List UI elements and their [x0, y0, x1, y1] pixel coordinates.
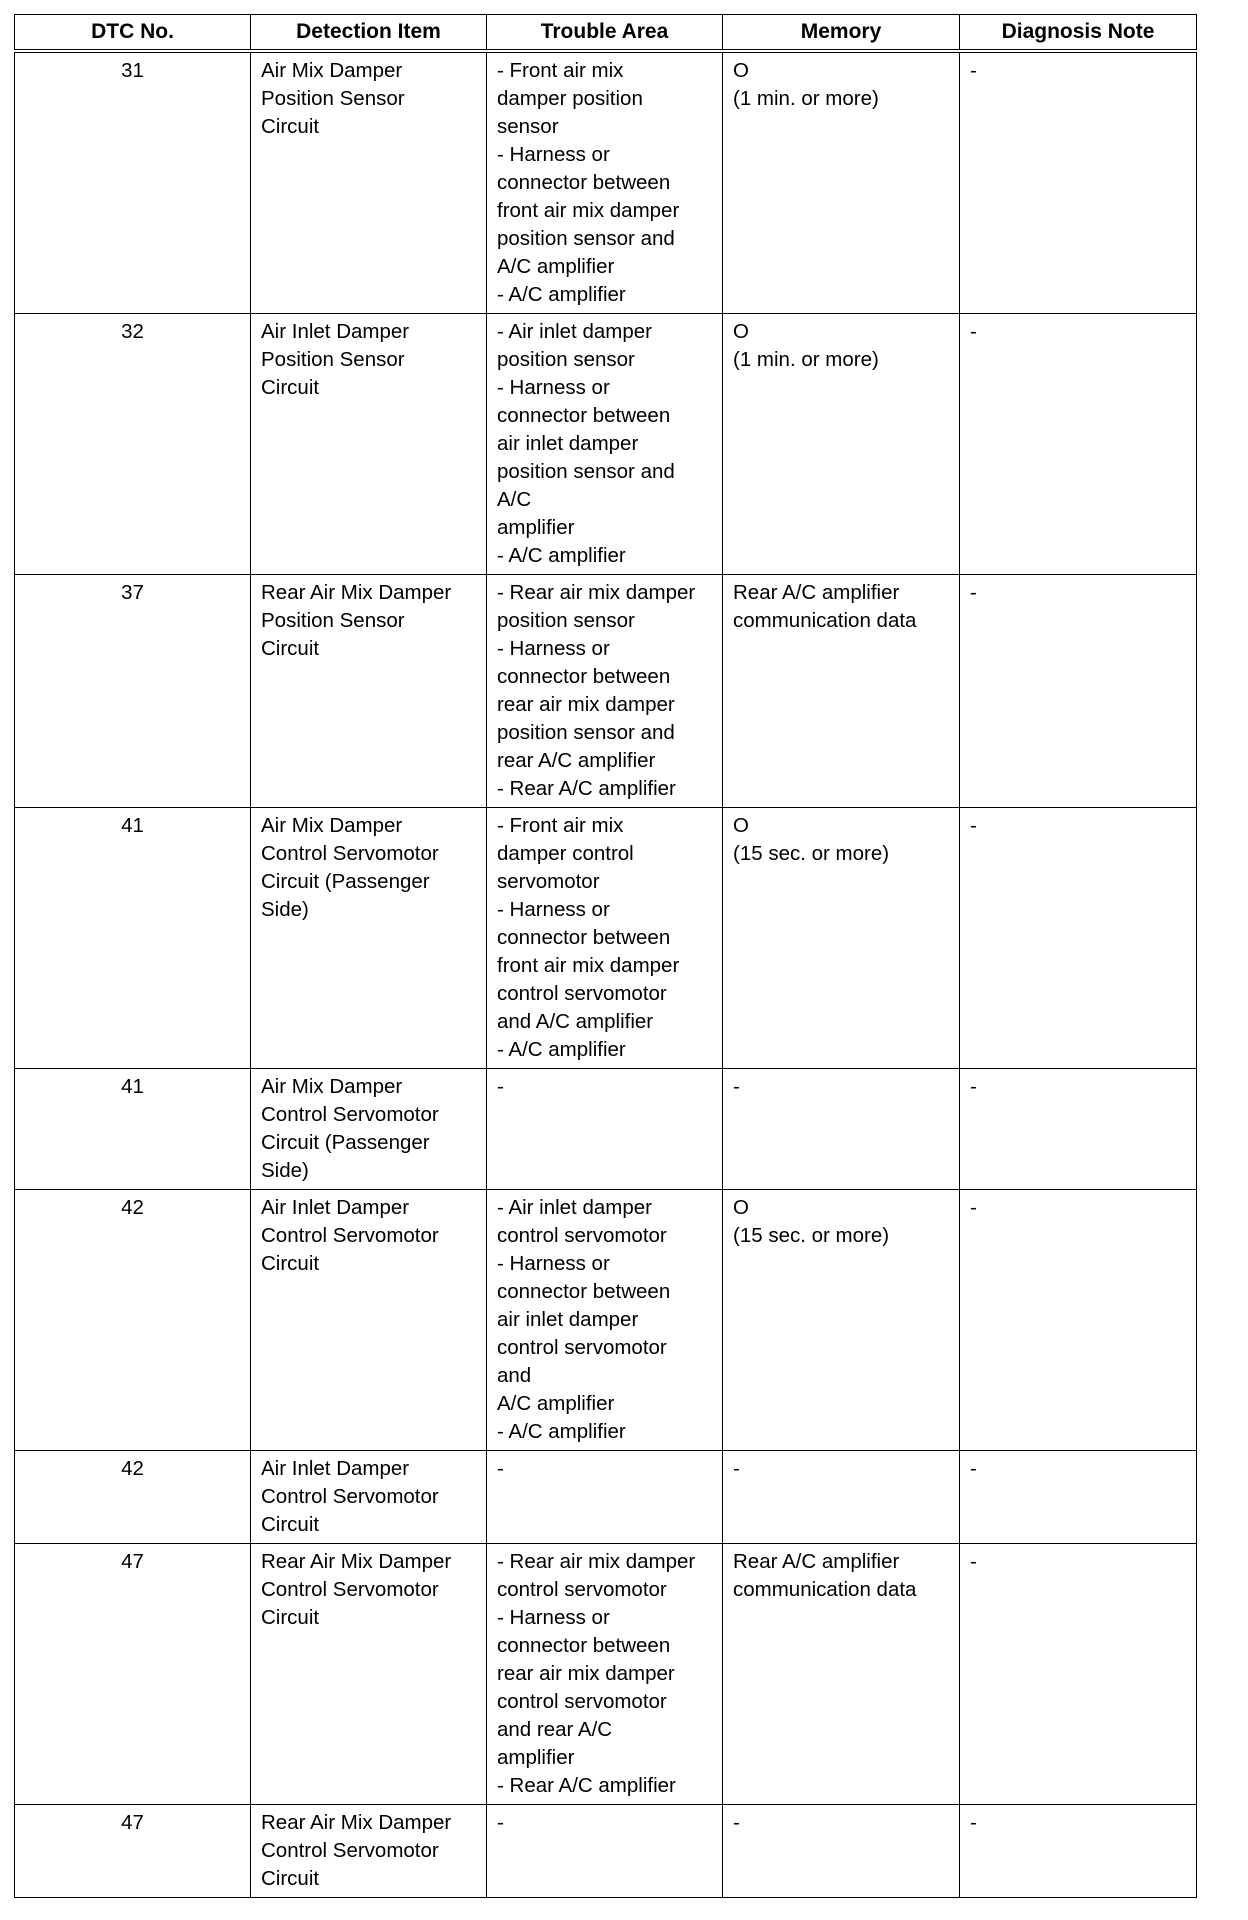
diagnosis-note-cell: -: [960, 51, 1197, 314]
memory-cell: O (1 min. or more): [723, 314, 960, 575]
header-diagnosis-note: Diagnosis Note: [960, 15, 1197, 52]
trouble-area-cell: - Rear air mix damper position sensor - Harness or connector between rear air mix damper position sensor and rear A/C amplifier - Rear A/C amplifier: [487, 575, 723, 808]
dtc-cell: 42: [15, 1451, 251, 1544]
diagnosis-note-cell: -: [960, 1451, 1197, 1544]
header-dtc-no: DTC No.: [15, 15, 251, 52]
detection-item-cell: Rear Air Mix Damper Control Servomotor Circuit: [251, 1805, 487, 1898]
table-row: [15, 575, 1197, 808]
trouble-area-cell: - Front air mix damper position sensor - Harness or connector between front air mix damper position sensor and A/C amplifier - A/C amplifier: [487, 51, 723, 314]
detection-item-cell: Air Inlet Damper Position Sensor Circuit: [251, 314, 487, 575]
detection-item-cell: Rear Air Mix Damper Control Servomotor Circuit: [251, 1544, 487, 1805]
table-header-row: [15, 15, 1197, 52]
memory-cell: -: [723, 1805, 960, 1898]
table-row: [15, 1190, 1197, 1451]
diagnosis-note-cell: -: [960, 314, 1197, 575]
diagnosis-note-cell: -: [960, 1805, 1197, 1898]
table-row: [15, 1805, 1197, 1898]
diagnosis-note-cell: -: [960, 575, 1197, 808]
dtc-cell: 37: [15, 575, 251, 808]
trouble-area-cell: -: [487, 1069, 723, 1190]
detection-item-cell: Air Mix Damper Control Servomotor Circuit (Passenger Side): [251, 1069, 487, 1190]
memory-cell: Rear A/C amplifier communication data: [723, 1544, 960, 1805]
trouble-area-cell: -: [487, 1451, 723, 1544]
detection-item-cell: Air Inlet Damper Control Servomotor Circuit: [251, 1451, 487, 1544]
table-row: [15, 1544, 1197, 1805]
table-row: [15, 1069, 1197, 1190]
dtc-cell: 41: [15, 1069, 251, 1190]
table-row: [15, 51, 1197, 314]
detection-item-cell: Air Mix Damper Control Servomotor Circuit (Passenger Side): [251, 808, 487, 1069]
table-row: [15, 1451, 1197, 1544]
dtc-table: [14, 14, 1197, 1898]
dtc-cell: 47: [15, 1805, 251, 1898]
table-row: [15, 314, 1197, 575]
header-trouble-area: Trouble Area: [487, 15, 723, 52]
memory-cell: -: [723, 1069, 960, 1190]
header-memory: Memory: [723, 15, 960, 52]
memory-cell: O (15 sec. or more): [723, 808, 960, 1069]
memory-cell: O (15 sec. or more): [723, 1190, 960, 1451]
memory-cell: -: [723, 1451, 960, 1544]
diagnosis-note-cell: -: [960, 1190, 1197, 1451]
memory-cell: Rear A/C amplifier communication data: [723, 575, 960, 808]
trouble-area-cell: - Front air mix damper control servomotor - Harness or connector between front air mix damper control servomotor and A/C amplifier - A/C amplifier: [487, 808, 723, 1069]
trouble-area-cell: - Rear air mix damper control servomotor - Harness or connector between rear air mix damper control servomotor and rear A/C amplifier - Rear A/C amplifier: [487, 1544, 723, 1805]
header-detection-item: Detection Item: [251, 15, 487, 52]
dtc-cell: 47: [15, 1544, 251, 1805]
dtc-cell: 42: [15, 1190, 251, 1451]
detection-item-cell: Air Inlet Damper Control Servomotor Circuit: [251, 1190, 487, 1451]
detection-item-cell: Air Mix Damper Position Sensor Circuit: [251, 51, 487, 314]
diagnosis-note-cell: -: [960, 808, 1197, 1069]
trouble-area-cell: - Air inlet damper position sensor - Harness or connector between air inlet damper position sensor and A/C amplifier - A/C amplifier: [487, 314, 723, 575]
trouble-area-cell: - Air inlet damper control servomotor - Harness or connector between air inlet damper control servomotor and A/C amplifier - A/C amplifier: [487, 1190, 723, 1451]
diagnosis-note-cell: -: [960, 1544, 1197, 1805]
dtc-cell: 31: [15, 51, 251, 314]
diagnosis-note-cell: -: [960, 1069, 1197, 1190]
trouble-area-cell: -: [487, 1805, 723, 1898]
memory-cell: O (1 min. or more): [723, 51, 960, 314]
detection-item-cell: Rear Air Mix Damper Position Sensor Circuit: [251, 575, 487, 808]
dtc-cell: 32: [15, 314, 251, 575]
dtc-cell: 41: [15, 808, 251, 1069]
table-row: [15, 808, 1197, 1069]
